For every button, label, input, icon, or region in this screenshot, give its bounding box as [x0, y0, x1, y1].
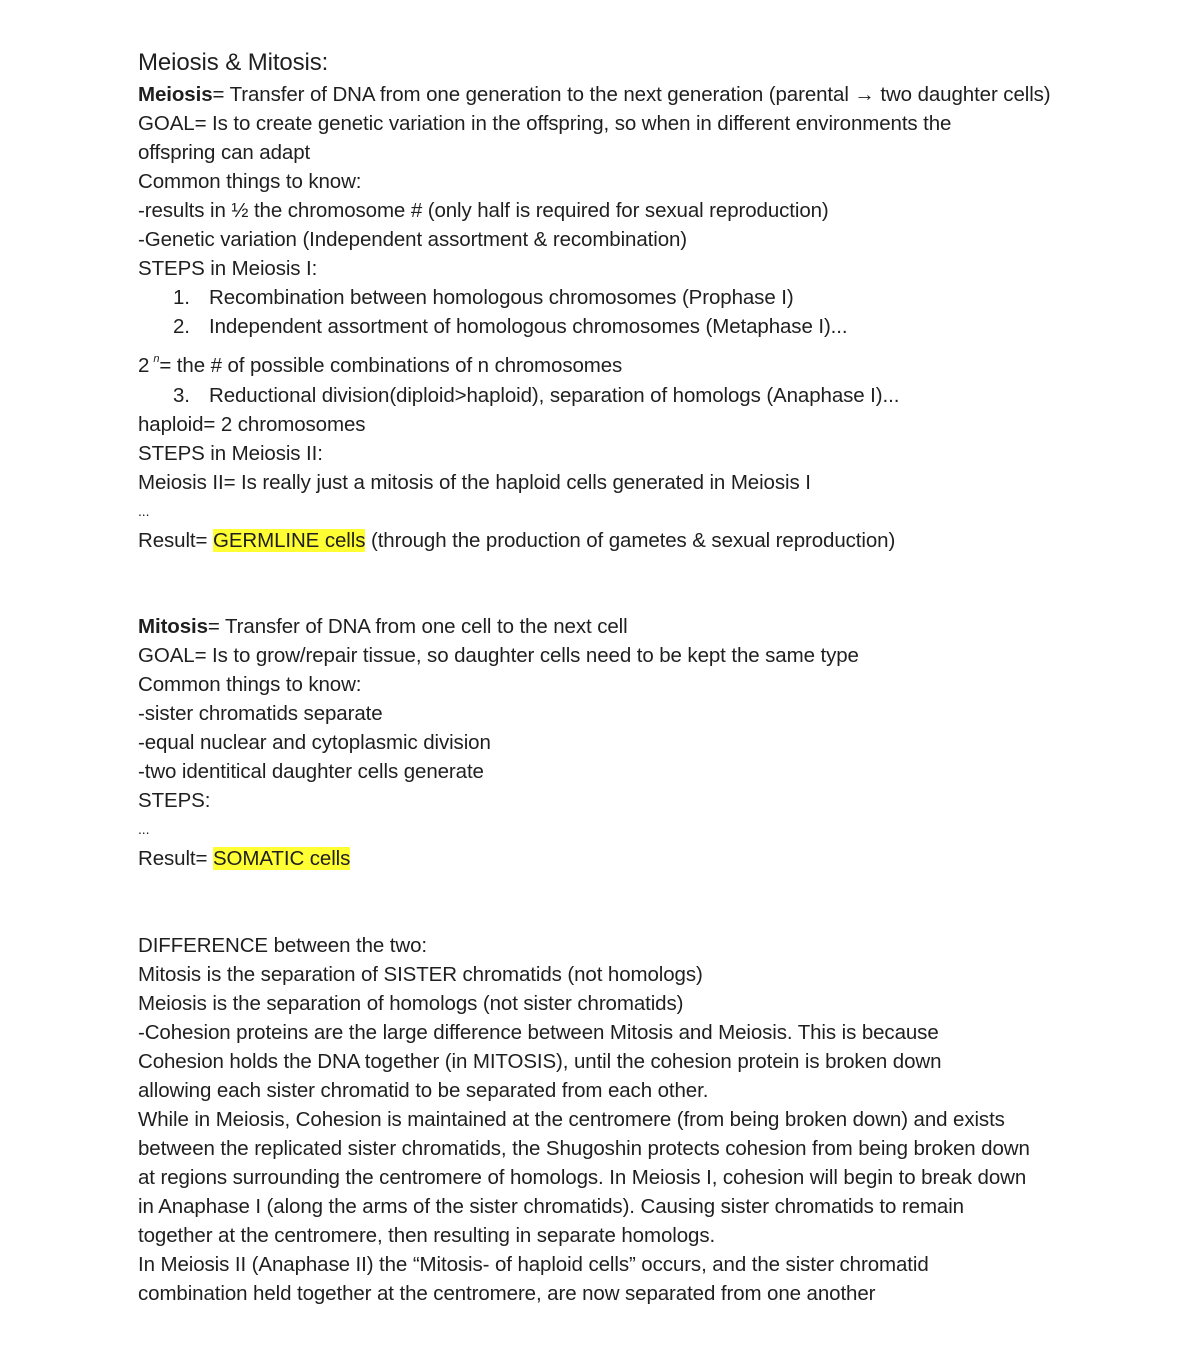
- result-prefix: Result=: [138, 847, 213, 870]
- meiosis-step-item: [138, 381, 1078, 410]
- haploid-note: haploid= 2 chromosomes: [138, 413, 366, 436]
- mitosis-definition-text: = Transfer of DNA from one cell to the next cell: [207, 615, 628, 638]
- meiosis-step-item: [138, 283, 1078, 312]
- formula-exponent: n: [153, 353, 160, 365]
- mitosis-term: Mitosis: [138, 615, 208, 638]
- step-number: 3.: [173, 384, 190, 407]
- result-highlight: GERMLINE cells: [212, 529, 366, 552]
- mitosis-goal: GOAL= Is to grow/repair tissue, so daughter cells need to be kept the same type: [138, 644, 859, 667]
- result-suffix: (through the production of gametes & sexual reproduction): [365, 529, 896, 552]
- difference-paragraph: In Meiosis II (Anaphase II) the “Mitosis- of haploid cells” occurs, and the sister chromatid combination held together at the centromere, are now separated from one another: [138, 1253, 929, 1305]
- step-number: 1.: [173, 286, 190, 309]
- meiosis-step-item: [138, 312, 1078, 341]
- mitosis-result: [138, 844, 1078, 873]
- step-number: 2.: [173, 315, 190, 338]
- meiosis-steps2-text: Meiosis II= Is really just a mitosis of the haploid cells generated in Meiosis I: [138, 471, 811, 494]
- mitosis-steps-heading: STEPS:: [138, 789, 211, 812]
- step-text: Recombination between homologous chromosomes (Prophase I): [209, 286, 794, 309]
- section-spacer: [138, 873, 1078, 931]
- formula-base: 2: [138, 354, 150, 377]
- difference-line: Meiosis is the separation of homologs (not sister chromatids): [138, 992, 684, 1015]
- mitosis-fact: -two identitical daughter cells generate: [138, 760, 484, 783]
- document-page: [138, 46, 1078, 1308]
- mitosis-ellipsis: ...: [138, 821, 150, 837]
- section-spacer: [138, 555, 1078, 612]
- difference-heading: DIFFERENCE between the two:: [138, 934, 427, 957]
- meiosis-steps1-heading: STEPS in Meiosis I:: [138, 257, 318, 280]
- meiosis-definition: [138, 80, 1073, 109]
- meiosis-common-heading: Common things to know:: [138, 170, 362, 193]
- meiosis-fact: -Genetic variation (Independent assortment & recombination): [138, 228, 688, 251]
- difference-line: Mitosis is the separation of SISTER chromatids (not homologs): [138, 963, 703, 986]
- page-title: Meiosis & Mitosis:: [138, 49, 329, 76]
- meiosis-steps2-heading: STEPS in Meiosis II:: [138, 442, 323, 465]
- meiosis-fact: -results in ½ the chromosome # (only half is required for sexual reproduction): [138, 199, 829, 222]
- mitosis-definition: [138, 612, 1078, 641]
- difference-paragraph: -Cohesion proteins are the large difference between Mitosis and Meiosis. This is because Cohesion holds the DNA together (in MITOSIS), until the cohesion protein is broken down allowing each sister chromatid to be separated from each other.: [138, 1021, 942, 1102]
- meiosis-definition-text: = Transfer of DNA from one generation to the next generation (parental → two daughter cells): [212, 83, 1051, 106]
- meiosis-goal: GOAL= Is to create genetic variation in the offspring, so when in different environments the offspring can adapt: [138, 112, 952, 164]
- difference-paragraph: While in Meiosis, Cohesion is maintained at the centromere (from being broken down) and exists between the replicated sister chromatids, the Shugoshin protects cohesion from being broken down at regions surrounding the centromere of homologs. In Meiosis I, cohesion will begin to break down in Anaphase I (along the arms of the sister chromatids). Causing sister chromatids to remain together at the centromere, then resulting in separate homologs.: [138, 1108, 1030, 1247]
- step-text: Reductional division(diploid>haploid), separation of homologs (Anaphase I)...: [209, 384, 900, 407]
- mitosis-fact: -equal nuclear and cytoplasmic division: [138, 731, 491, 754]
- result-highlight: SOMATIC cells: [212, 847, 351, 870]
- formula-text: = the # of possible combinations of n chromosomes: [159, 354, 623, 377]
- combinations-formula: [138, 345, 1078, 380]
- mitosis-fact: -sister chromatids separate: [138, 702, 383, 725]
- meiosis-ellipsis: ...: [138, 503, 150, 519]
- meiosis-term: Meiosis: [138, 83, 213, 106]
- mitosis-common-heading: Common things to know:: [138, 673, 362, 696]
- result-prefix: Result=: [138, 529, 213, 552]
- meiosis-result: [138, 526, 1078, 555]
- step-text: Independent assortment of homologous chromosomes (Metaphase I)...: [209, 315, 848, 338]
